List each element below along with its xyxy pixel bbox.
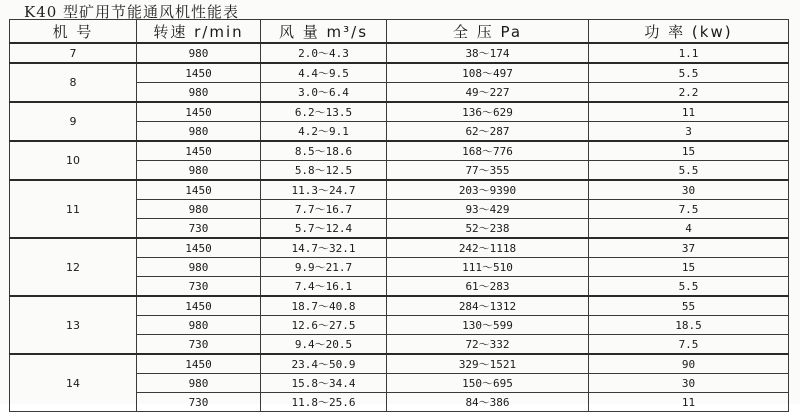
cell-pressure: 111～510: [387, 258, 589, 277]
table-row: [10, 180, 789, 200]
cell-flow: 15.8～34.4: [261, 374, 387, 393]
cell-pressure: 150～695: [387, 374, 589, 393]
table-body: [10, 43, 789, 412]
cell-speed: 730: [137, 335, 261, 355]
cell-model: 9: [10, 102, 137, 141]
cell-power: 55: [589, 296, 789, 316]
cell-pressure: 62～287: [387, 122, 589, 142]
cell-speed: 980: [137, 258, 261, 277]
cell-pressure: 38～174: [387, 43, 589, 63]
cell-power: 2.2: [589, 83, 789, 103]
cell-pressure: 77～355: [387, 161, 589, 181]
cell-flow: 11.3～24.7: [261, 180, 387, 200]
performance-table: [9, 19, 789, 412]
header-speed: 转速 r/min: [137, 20, 261, 44]
cell-flow: 2.0～4.3: [261, 43, 387, 63]
cell-flow: 5.7～12.4: [261, 219, 387, 239]
cell-power: 18.5: [589, 316, 789, 335]
header-flow: 风 量 m³/s: [261, 20, 387, 44]
table-row: [10, 238, 789, 258]
cell-pressure: 242～1118: [387, 238, 589, 258]
cell-speed: 1450: [137, 354, 261, 374]
cell-speed: 1450: [137, 296, 261, 316]
cell-power: 5.5: [589, 277, 789, 297]
cell-power: 11: [589, 102, 789, 122]
cell-model: 13: [10, 296, 137, 354]
cell-pressure: 93～429: [387, 200, 589, 219]
cell-speed: 980: [137, 122, 261, 142]
cell-flow: 7.4～16.1: [261, 277, 387, 297]
cell-flow: 4.4～9.5: [261, 63, 387, 83]
cell-power: 7.5: [589, 200, 789, 219]
cell-pressure: 130～599: [387, 316, 589, 335]
header-model: 机 号: [10, 20, 137, 44]
cell-speed: 1450: [137, 238, 261, 258]
cell-flow: 11.8～25.6: [261, 393, 387, 412]
table-row: [10, 296, 789, 316]
cell-pressure: 136～629: [387, 102, 589, 122]
cell-power: 1.1: [589, 43, 789, 63]
cell-power: 15: [589, 141, 789, 161]
header-power: 功 率 (kw): [589, 20, 789, 44]
cell-pressure: 61～283: [387, 277, 589, 297]
cell-speed: 980: [137, 316, 261, 335]
cell-speed: 980: [137, 83, 261, 103]
cell-flow: 18.7～40.8: [261, 296, 387, 316]
cell-pressure: 108～497: [387, 63, 589, 83]
cell-flow: 8.5～18.6: [261, 141, 387, 161]
cell-flow: 14.7～32.1: [261, 238, 387, 258]
cell-speed: 980: [137, 200, 261, 219]
cell-flow: 3.0～6.4: [261, 83, 387, 103]
cell-speed: 980: [137, 374, 261, 393]
cell-speed: 1450: [137, 102, 261, 122]
cell-power: 30: [589, 180, 789, 200]
cell-speed: 730: [137, 219, 261, 239]
cell-pressure: 168～776: [387, 141, 589, 161]
cell-power: 5.5: [589, 63, 789, 83]
cell-flow: 4.2～9.1: [261, 122, 387, 142]
table-row: [10, 63, 789, 83]
cell-speed: 1450: [137, 141, 261, 161]
cell-power: 5.5: [589, 161, 789, 181]
header-row: [10, 20, 789, 44]
cell-flow: 7.7～16.7: [261, 200, 387, 219]
cell-power: 7.5: [589, 335, 789, 355]
table-row: [10, 354, 789, 374]
cell-speed: 1450: [137, 180, 261, 200]
cell-speed: 980: [137, 161, 261, 181]
cell-model: 12: [10, 238, 137, 296]
cell-flow: 9.9～21.7: [261, 258, 387, 277]
cell-power: 15: [589, 258, 789, 277]
cell-model: 7: [10, 43, 137, 63]
table-title: K40 型矿用节能通风机性能表: [24, 3, 240, 21]
cell-speed: 1450: [137, 63, 261, 83]
cell-power: 30: [589, 374, 789, 393]
cell-power: 37: [589, 238, 789, 258]
cell-speed: 980: [137, 43, 261, 63]
cell-pressure: 72～332: [387, 335, 589, 355]
cell-flow: 5.8～12.5: [261, 161, 387, 181]
cell-power: 4: [589, 219, 789, 239]
cell-model: 11: [10, 180, 137, 238]
cell-model: 8: [10, 63, 137, 102]
cell-pressure: 203～9390: [387, 180, 589, 200]
header-pressure: 全 压 Pa: [387, 20, 589, 44]
cell-flow: 6.2～13.5: [261, 102, 387, 122]
cell-model: 14: [10, 354, 137, 412]
cell-power: 3: [589, 122, 789, 142]
table-row: [10, 102, 789, 122]
cell-pressure: 49～227: [387, 83, 589, 103]
cell-pressure: 329～1521: [387, 354, 589, 374]
cell-speed: 730: [137, 393, 261, 412]
cell-speed: 730: [137, 277, 261, 297]
cell-pressure: 52～238: [387, 219, 589, 239]
cell-pressure: 84～386: [387, 393, 589, 412]
cell-flow: 12.6～27.5: [261, 316, 387, 335]
table-row: [10, 43, 789, 63]
cell-model: 10: [10, 141, 137, 180]
cell-pressure: 284～1312: [387, 296, 589, 316]
cell-flow: 23.4～50.9: [261, 354, 387, 374]
table-row: [10, 141, 789, 161]
cell-power: 11: [589, 393, 789, 412]
cell-power: 90: [589, 354, 789, 374]
cell-flow: 9.4～20.5: [261, 335, 387, 355]
